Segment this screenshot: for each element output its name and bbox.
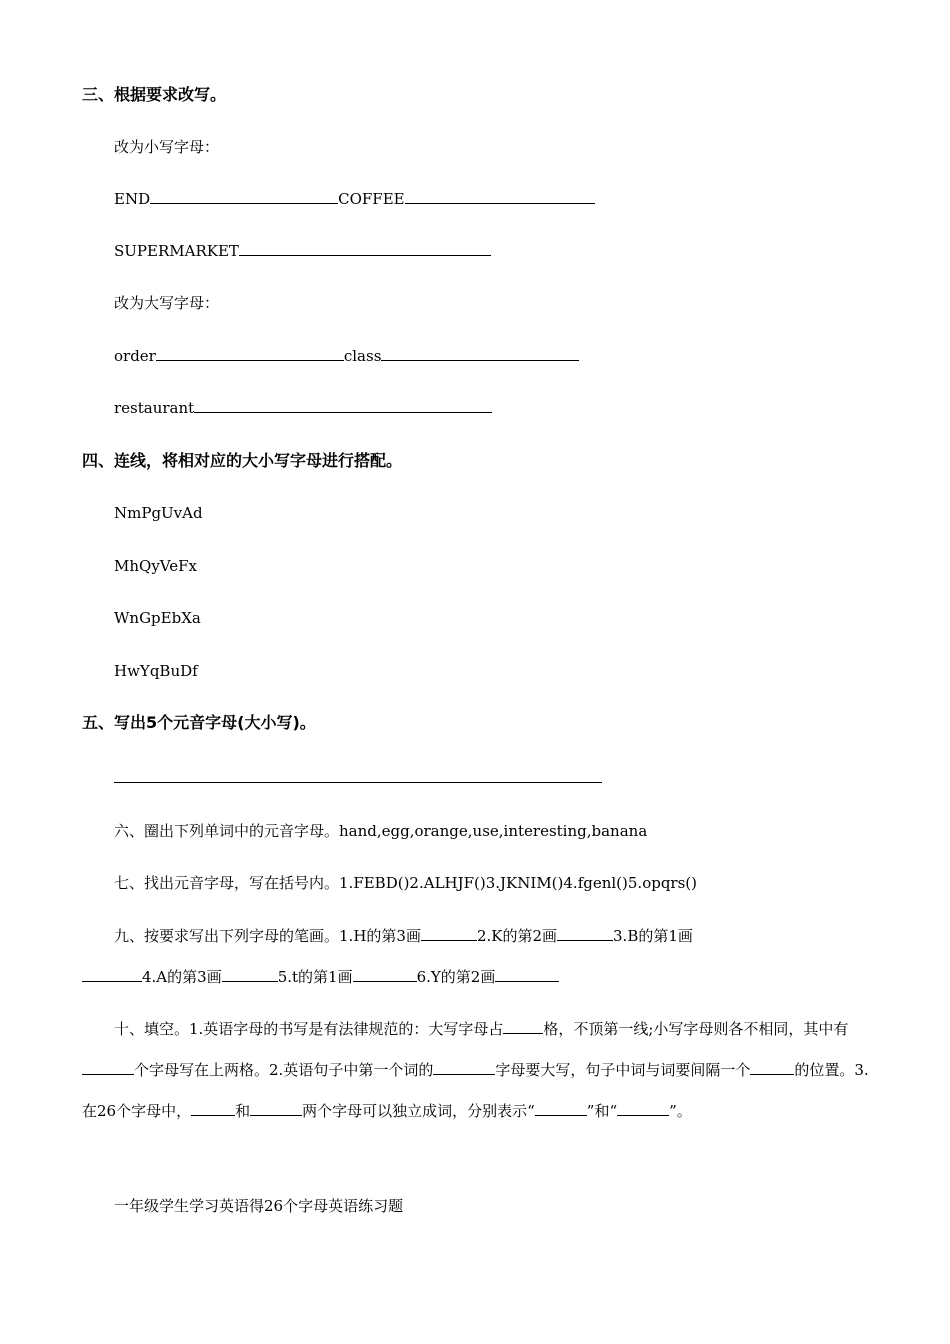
uppercase-row-1: [114, 346, 579, 366]
answer-blank[interactable]: [433, 1060, 495, 1075]
letter-row[interactable]: HwYqBuDf: [114, 662, 198, 680]
word-end: END: [114, 190, 151, 208]
answer-blank-class[interactable]: [381, 346, 579, 361]
section-10-paragraph: [82, 1009, 872, 1132]
word-order: order: [114, 347, 156, 365]
letter-row[interactable]: WnGpEbXa: [114, 609, 201, 627]
section-5-heading: 五、写出5个元音字母(大小写)。: [82, 713, 316, 732]
answer-blank[interactable]: [495, 967, 559, 982]
section-10-text: 的位置。3.在26个字母中，: [82, 1061, 869, 1120]
section-9-text: 2.K的第2画: [476, 927, 558, 945]
uppercase-row-2: [114, 398, 492, 418]
section-9-text: 九、按要求写出下列字母的笔画。1.H的第3画: [114, 927, 421, 945]
answer-blank[interactable]: [503, 1019, 543, 1034]
answer-blank[interactable]: [421, 926, 477, 941]
uppercase-instruction: 改为大写字母：: [114, 294, 220, 312]
section-4-heading: 四、连线，将相对应的大小写字母进行搭配。: [82, 451, 403, 470]
answer-blank[interactable]: [353, 967, 417, 982]
answer-blank-order[interactable]: [156, 346, 344, 361]
answer-blank[interactable]: [535, 1101, 587, 1116]
word-class: class: [343, 347, 382, 365]
answer-blank-coffee[interactable]: [405, 189, 595, 204]
answer-blank-supermarket[interactable]: [239, 241, 491, 256]
answer-blank[interactable]: [191, 1101, 235, 1116]
section-10-text: 两个字母可以独立成词，分别表示“: [302, 1102, 535, 1120]
section-10-text: 字母要大写，句子中词与词要间隔一个: [495, 1061, 751, 1079]
section-9-line-2: [82, 967, 559, 987]
letter-row[interactable]: NmPgUvAd: [114, 504, 203, 522]
answer-blank[interactable]: [557, 926, 613, 941]
answer-blank[interactable]: [250, 1101, 302, 1116]
section-9-text: 3.B的第1画: [613, 927, 693, 945]
section-10-text: 和: [235, 1102, 251, 1120]
section-10-text: 十、填空。1.英语字母的书写是有法律规范的：大写字母占: [114, 1020, 504, 1038]
section-9-text: 6.Y的第2画: [416, 968, 496, 986]
answer-blank[interactable]: [82, 1060, 134, 1075]
section-3-heading: 三、根据要求改写。: [82, 85, 227, 104]
section-9-text: 4.A的第3画: [142, 968, 222, 986]
word-coffee: COFFEE: [338, 190, 405, 208]
lowercase-row-2: [114, 241, 491, 261]
word-supermarket: SUPERMARKET: [114, 242, 239, 260]
answer-blank[interactable]: [82, 967, 142, 982]
section-9-line-1: [114, 926, 693, 946]
vowel-answer-row: [114, 768, 602, 788]
section-10-text: ”。: [669, 1102, 692, 1120]
lowercase-row-1: [114, 189, 595, 209]
answer-blank[interactable]: [750, 1060, 794, 1075]
answer-blank[interactable]: [222, 967, 278, 982]
section-7-text: 七、找出元音字母，写在括号内。1.FEBD()2.ALHJF()3.JKNIM()4.fgenl()5.opqrs(): [114, 874, 698, 892]
section-10-text: 个字母写在上两格。2.英语句子中第一个词的: [134, 1061, 434, 1079]
letter-row[interactable]: MhQyVeFx: [114, 557, 197, 575]
word-restaurant: restaurant: [114, 399, 195, 417]
section-10-text: 格，不顶第一线;小写字母则各不相同，其中有: [543, 1020, 849, 1038]
document-footer-title: 一年级学生学习英语得26个字母英语练习题: [114, 1197, 404, 1215]
answer-blank-vowels[interactable]: [114, 768, 602, 783]
section-6-text: 六、圈出下列单词中的元音字母。hand,egg,orange,use,interesting,banana: [114, 822, 648, 840]
section-9-text: 5.t的第1画: [277, 968, 353, 986]
section-10-text: ”和“: [586, 1102, 618, 1120]
answer-blank-restaurant[interactable]: [194, 398, 492, 413]
lowercase-instruction: 改为小写字母：: [114, 138, 220, 156]
answer-blank[interactable]: [617, 1101, 669, 1116]
answer-blank-end[interactable]: [150, 189, 338, 204]
